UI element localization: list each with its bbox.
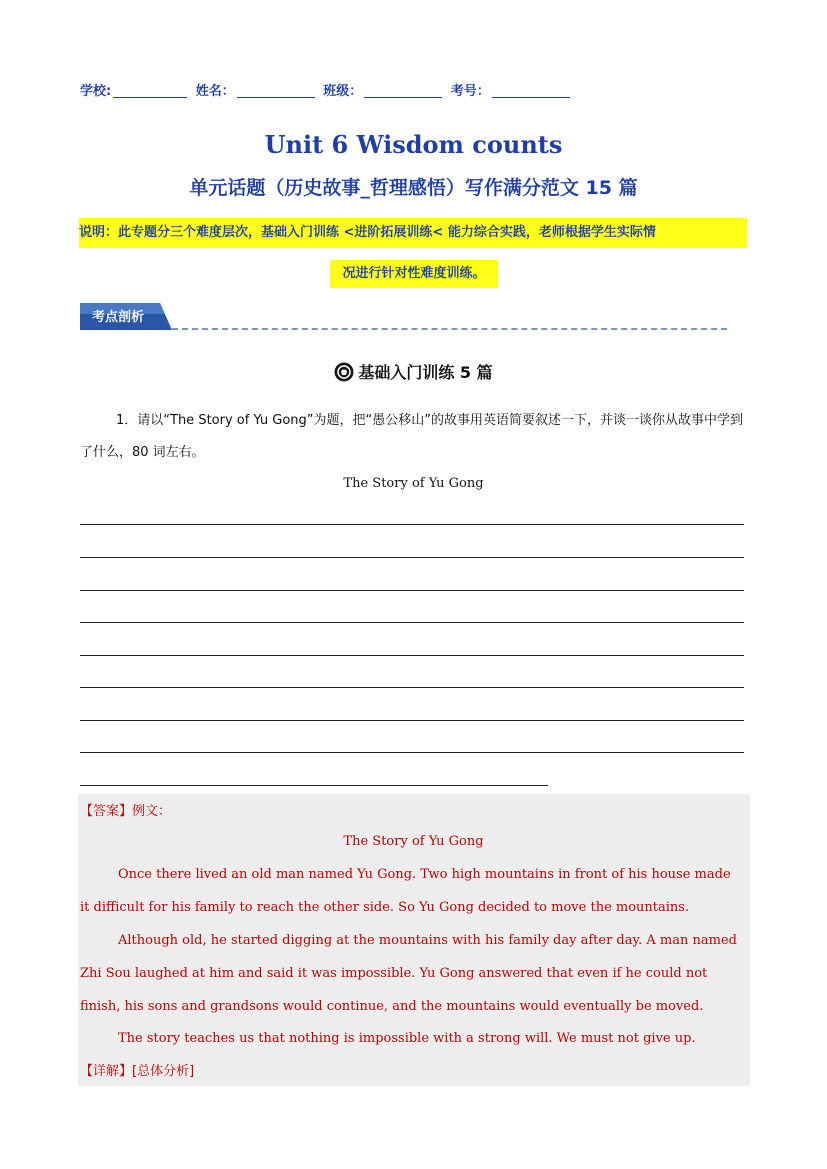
writing-line[interactable] — [80, 720, 744, 721]
writing-line[interactable] — [80, 524, 744, 525]
sub-heading-text: 基础入门训练 5 篇 — [358, 363, 493, 382]
section-tag-label: 考点剖析 — [92, 310, 145, 325]
writing-line[interactable] — [80, 655, 744, 656]
writing-line[interactable] — [80, 687, 744, 688]
writing-line-last[interactable] — [80, 785, 548, 786]
writing-line[interactable] — [80, 752, 744, 753]
writing-line[interactable] — [80, 557, 744, 558]
writing-line[interactable] — [80, 622, 744, 623]
answer-label: 【答案】例文： — [80, 804, 172, 819]
exam-number-blank[interactable] — [492, 83, 570, 98]
student-info-header — [80, 80, 570, 99]
class-blank[interactable] — [364, 83, 442, 98]
unit-title: Unit 6 Wisdom counts — [264, 130, 563, 159]
question-1-prompt: 1．请以“The Story of Yu Gong”为题，把“愚公移山”的故事用英语简要叙述一下，并谈一谈你从故事中学到了什么，80 词左右。 — [80, 413, 743, 460]
notice-line-2: 况进行针对性难度训练。 — [330, 260, 498, 288]
topic-title: 单元话题（历史故事_哲理感悟）写作满分范文 15 篇 — [189, 177, 638, 199]
detail-analysis-label: 【详解】[总体分析] — [80, 1064, 195, 1079]
name-label: 姓名： — [195, 84, 235, 99]
notice-line-1: 说明：此专题分三个难度层次，基础入门训练 <进阶拓展训练< 能力综合实践，老师根据学生实际情 — [79, 218, 747, 248]
writing-line[interactable] — [80, 590, 744, 591]
class-label: 班级： — [323, 84, 363, 99]
name-blank[interactable] — [237, 83, 315, 98]
exam-number-label: 考号： — [450, 84, 490, 99]
school-blank[interactable] — [113, 83, 187, 98]
section-divider — [172, 328, 727, 330]
answer-paragraph-3: The story teaches us that nothing is impossible with a strong will. We must not give up. — [118, 1031, 696, 1046]
answer-paragraph-1: Once there lived an old man named Yu Gong. Two high mountains in front of his house made it difficult for his family to reach the other side. So Yu Gong decided to move the mountains. — [80, 867, 731, 915]
sub-heading — [0, 360, 827, 386]
answer-essay-title: The Story of Yu Gong — [343, 834, 484, 849]
essay-title: The Story of Yu Gong — [343, 476, 484, 491]
circle-badge-icon — [334, 362, 354, 386]
answer-paragraph-2: Although old, he started digging at the mountains with his family day after day. A man named Zhi Sou laughed at him and said it was impossible. Yu Gong answered that even if he could not finish, his sons and grandsons would continue, and the mountains would eventually be moved. — [80, 933, 737, 1014]
school-label: 学校: — [80, 84, 112, 99]
